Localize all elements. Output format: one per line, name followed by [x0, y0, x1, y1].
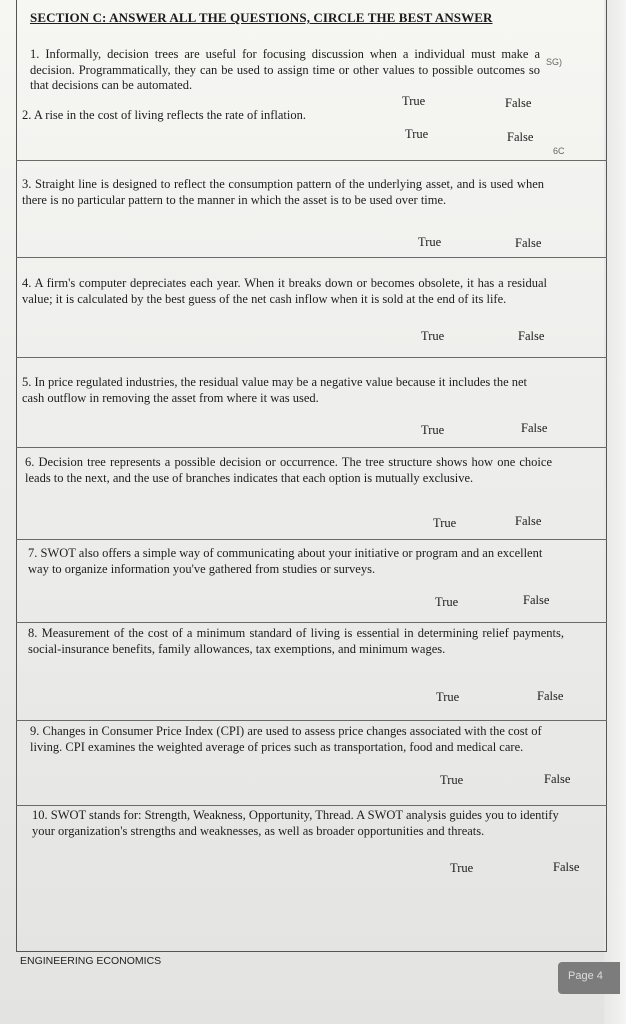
question-3-text: Straight line is designed to reflect the consumption pattern of the underlying asset, and is used when there is no particular pattern to the manner in which the asset is to be used over time. [22, 177, 545, 207]
question-4-true-option[interactable]: True [421, 329, 445, 343]
section-title: SECTION C: ANSWER ALL THE QUESTIONS, CIRCLE THE BEST ANSWER [30, 10, 493, 25]
question-5-true-option[interactable]: True [421, 423, 445, 437]
course-footer: ENGINEERING ECONOMICS [20, 955, 162, 967]
question-10-number: 10. [32, 808, 48, 822]
question-3-number: 3. [22, 177, 32, 191]
question-6-true-option[interactable]: True [433, 516, 457, 530]
question-6-number: 6. [25, 455, 35, 469]
question-7-true-option[interactable]: True [435, 595, 459, 609]
question-1-text: Informally, decision trees are useful for focusing discussion when a individual must make a decision. Programmatically, they can be used to assign time or other values to possible outcomes so that decisions can be automated. [30, 47, 541, 92]
question-2-false-option[interactable]: False [507, 130, 534, 144]
question-8-text: Measurement of the cost of a minimum standard of living is essential in determining relief payments, social-insurance benefits, family allowances, tax exemptions, and minimum wages. [28, 626, 564, 656]
question-1-false-option[interactable]: False [505, 96, 532, 110]
page-number-tab [558, 962, 620, 994]
question-3 [22, 177, 544, 208]
question-7-number: 7. [28, 546, 38, 560]
margin-note-1: SG) [546, 57, 563, 67]
question-8-true-option[interactable]: True [436, 690, 460, 704]
question-2-true-option[interactable]: True [405, 127, 429, 141]
question-9-false-option[interactable]: False [544, 772, 571, 786]
question-4 [22, 276, 547, 307]
question-5-number: 5. [22, 375, 32, 389]
page-number: Page 4 [568, 970, 603, 982]
question-8-false-option[interactable]: False [537, 689, 564, 703]
question-7 [28, 546, 558, 577]
page-margin-strip [604, 0, 626, 1024]
question-1-true-option[interactable]: True [402, 94, 426, 108]
question-2-number: 2. [22, 108, 32, 122]
question-9-text: Changes in Consumer Price Index (CPI) are used to assess price changes associated with the cost of living. CPI examines the weighted average of prices such as transportation, food and medical care. [30, 724, 542, 754]
question-9 [30, 724, 572, 755]
question-5-text: In price regulated industries, the residual value may be a negative value because it includes the net cash outflow in removing the asset from where it was used. [22, 375, 528, 405]
question-10-true-option[interactable]: True [450, 861, 474, 875]
question-7-text: SWOT also offers a simple way of communicating about your initiative or program and an excellent way to organize information you've gathered from studies or surveys. [28, 546, 543, 576]
question-1-number: 1. [30, 47, 40, 61]
question-2-text: A rise in the cost of living reflects the rate of inflation. [33, 108, 306, 122]
question-3-false-option[interactable]: False [515, 236, 542, 250]
question-9-true-option[interactable]: True [440, 773, 464, 787]
question-4-number: 4. [22, 276, 32, 290]
question-10-false-option[interactable]: False [553, 860, 580, 874]
question-4-false-option[interactable]: False [518, 329, 545, 343]
question-6-false-option[interactable]: False [515, 514, 542, 528]
question-6-text: Decision tree represents a possible decision or occurrence. The tree structure shows how one choice leads to the next, and the use of branches indicates that each option is mutually exclusive. [25, 455, 553, 485]
question-4-text: A firm's computer depreciates each year. When it breaks down or becomes obsolete, it has a residual value; it is calculated by the best guess of the net cash inflow when it is sold at the end of its life. [22, 276, 547, 306]
question-10 [32, 808, 580, 839]
question-8-number: 8. [28, 626, 38, 640]
question-10-text: SWOT stands for: Strength, Weakness, Opportunity, Thread. A SWOT analysis guides you to identify your organization's strengths and weaknesses, as well as broader opportunities and threats. [32, 808, 559, 838]
question-3-true-option[interactable]: True [418, 235, 442, 249]
question-7-false-option[interactable]: False [523, 593, 550, 607]
question-1 [30, 47, 540, 94]
question-5 [22, 375, 550, 406]
question-6 [25, 455, 552, 486]
question-10-block [16, 805, 607, 806]
margin-note-2: 6C [553, 146, 565, 156]
question-9-number: 9. [30, 724, 40, 738]
question-8 [28, 626, 564, 657]
question-5-false-option[interactable]: False [521, 421, 548, 435]
question-2 [22, 108, 402, 124]
